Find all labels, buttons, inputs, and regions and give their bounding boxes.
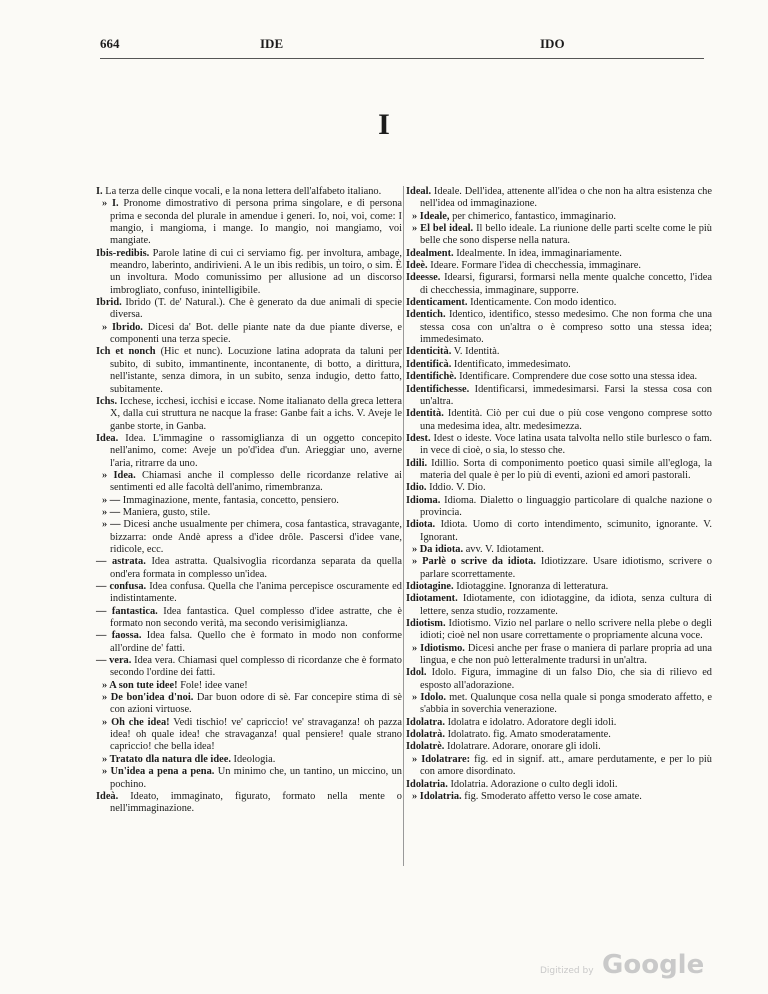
entry-headword: Identicament. <box>406 297 468 309</box>
dictionary-entry <box>102 321 402 347</box>
dictionary-entry <box>96 346 402 395</box>
entry-definition: Idea falsa. Quello che è formato in modo non conforme all'ordine de' fatti. <box>110 630 402 654</box>
watermark-small: Digitized by <box>540 966 594 976</box>
dictionary-entry <box>102 716 402 754</box>
dictionary-entry <box>102 469 402 495</box>
entry-headword: Idiota. <box>406 519 436 531</box>
dictionary-entry <box>96 186 402 198</box>
entry-definition: Idiotizzare. Usare idiotismo, scrivere o parlare scorrettamente. <box>420 556 713 580</box>
entry-headword: » Oh che idea! <box>102 716 170 728</box>
entry-headword: — vera. <box>96 655 132 667</box>
right-column <box>406 186 712 803</box>
dictionary-entry <box>406 667 712 692</box>
column-divider <box>403 186 404 866</box>
entry-definition: Ideale. Dell'idea, attenente all'idea o che non ha altra esistenza che nell'idea od immaginazione. <box>420 186 712 210</box>
dictionary-entry <box>412 210 712 223</box>
entry-definition: Idolatrare. Adorare, onorare gli idoli. <box>444 741 601 753</box>
dictionary-entry <box>412 642 712 668</box>
dictionary-entry <box>102 494 402 507</box>
entry-headword: Identich. <box>406 309 446 321</box>
dictionary-entry <box>406 618 712 643</box>
dictionary-entry <box>96 432 402 470</box>
entry-definition: Un minimo che, un tantino, un miccino, un pochino. <box>110 766 403 790</box>
entry-headword: Idolatria. <box>406 778 448 790</box>
dictionary-entry <box>412 790 712 803</box>
entry-definition: Identificare. Comprendere due cose sotto una stessa idea. <box>456 371 698 383</box>
entry-headword: — astrata. <box>96 556 146 568</box>
entry-definition: Fole! idee vane! <box>177 679 248 691</box>
dictionary-entry <box>406 346 712 358</box>
dictionary-entry <box>412 223 712 248</box>
entry-definition: Idolo. Figura, immagine di un falso Dio, che sia di rilievo ed esposto all'adorazione. <box>420 667 712 691</box>
entry-headword: Idest. <box>406 432 431 444</box>
entry-headword: — confusa. <box>96 581 147 592</box>
entry-headword: Idioma. <box>406 494 441 506</box>
entry-headword: » Idolo. <box>412 692 447 704</box>
entry-headword: I. <box>96 186 103 197</box>
entry-definition: Idiotamente, con idiotaggine, da idiota, senza cultura di lettere, senza studio, rozzamente. <box>420 593 712 617</box>
entry-definition: Chiamasi anche il complesso delle ricordanze relative ai sentimenti ed alle facoltà dell'animo, rimembranza. <box>110 469 402 494</box>
entry-definition: Vedi tischio! ve' capriccio! ve' stravaganza! oh pazza idea! oh quale idea! che stravaganza! qual pensiere! quale strano capriccio! che bella idea! <box>110 716 402 753</box>
entry-headword: » — <box>102 519 121 531</box>
entry-headword: Ideè. <box>406 260 428 272</box>
entry-headword: Idealment. <box>406 247 454 259</box>
entry-definition: Maniera, gusto, stile. <box>120 506 211 518</box>
dictionary-entry <box>406 716 712 729</box>
entry-headword: Ideal. <box>406 186 432 197</box>
dictionary-entry <box>96 581 402 606</box>
header-rule <box>100 58 704 59</box>
dictionary-entry <box>102 753 402 766</box>
entry-definition: Parole latine di cui ci serviamo fig. per involtura, ambage, meandro, laberinto, andirivieni. A le un ibis redibis, un toiro, o sim. È un involtura. Modo comunissimo per allusione ad un discorso imbrogliato, confuso, inintelligibile. <box>110 247 402 296</box>
entry-headword: » — <box>102 506 121 518</box>
dictionary-entry <box>96 605 402 631</box>
entry-headword: Identifichè. <box>406 371 457 383</box>
dictionary-entry <box>102 519 402 556</box>
entry-definition: fig. ed in signif. att., amare perdutamente, e per lo più con amore disordinato. <box>420 753 713 778</box>
entry-definition: Pronome dimostrativo di persona prima singolare, e di persona prima e seconda del plurale in amendue i generi. Io, noi, voi, come: I mangio, i mangioma, i mange. Io mangio, noi mangiamo, voi mangiate. <box>110 198 403 247</box>
entry-headword: Identicità. <box>406 346 452 358</box>
entry-headword: Ideà. <box>96 790 119 802</box>
dictionary-entry <box>406 593 712 618</box>
entry-headword: Ideesse. <box>406 272 441 284</box>
entry-headword: Ibrid. <box>96 297 122 309</box>
dictionary-entry <box>406 186 712 211</box>
entry-headword: Idiotism. <box>406 618 446 630</box>
entry-definition: Identicamente. Con modo identico. <box>467 297 617 309</box>
entry-definition: Idolatra e idolatro. Adoratore degli idoli. <box>444 716 617 728</box>
entry-headword: » Idolatria. <box>412 790 462 802</box>
entry-definition: per chimerico, fantastico, immaginario. <box>449 210 617 222</box>
dictionary-entry <box>412 753 713 779</box>
entry-headword: Idio. <box>406 482 427 494</box>
dictionary-entry <box>96 655 403 680</box>
dictionary-entry <box>406 519 712 544</box>
entry-definition: Idea. L'immagine o rassomiglianza di un oggetto concepito nell'animo, come: Aveje un po'd'idea d'un. Arieggiar uno, averne l'aria, ritrarre da uno. <box>110 432 402 469</box>
entry-definition: fig. Smoderato affetto verso le cose amate. <box>461 790 642 802</box>
entry-headword: Idiotagine. <box>406 581 454 592</box>
entry-headword: — faossa. <box>96 630 142 642</box>
dictionary-entry <box>406 297 712 309</box>
entry-definition: Iddio. V. Dio. <box>426 482 486 494</box>
entry-definition: La terza delle cinque vocali, e la nona lettera dell'alfabeto italiano. <box>102 186 382 197</box>
dictionary-entry <box>406 371 712 383</box>
entry-headword: » Idiotismo. <box>412 642 465 654</box>
entry-definition: avv. V. Idiotament. <box>463 543 544 555</box>
entry-headword: » Ideale, <box>412 210 450 222</box>
running-header <box>100 36 700 56</box>
entry-definition: Idea astratta. Qualsivoglia ricordanza separata da quella ond'era formata in complesso un'idea. <box>110 556 402 580</box>
google-logo: Google <box>602 950 705 980</box>
entry-definition: Identificato, immedesimato. <box>451 358 571 370</box>
entry-definition: Idiotismo. Vizio nel parlare o nello scrivere nella plebe o degli idioti; cioè nel non usare correttamente o propriamente alcuna voce. <box>420 618 712 642</box>
entry-headword: » Ibrido. <box>102 321 143 333</box>
digitized-watermark <box>540 950 710 982</box>
entry-definition: Ideare. Formare l'idea di checchessia, immaginare. <box>427 260 641 272</box>
dictionary-entry <box>96 247 402 297</box>
dictionary-entry <box>406 741 712 753</box>
dictionary-entry <box>406 408 712 433</box>
header-left-word: IDE <box>260 36 284 51</box>
entry-definition: Idillio. Sorta di componimento poetico quasi simile all'egloga, la materia del quale è per lo più di eventi, azioni ed amori pastorali. <box>420 457 712 481</box>
entry-definition: (Hic et nunc). Locuzione latina adoprata da taluni per subito, di subito, immantinente, incontanente, di botto, a dirittura, nell'istante, senza dimora, in un subito, senza indugio, detto fatto, subitamente. <box>110 346 402 395</box>
entry-definition: Dicesi anche usualmente per chimera, cosa fantastica, stravagante, bizzarra: onde Andè apress a d'idee drôle. Pascersi d'idee vane, ridicole, ecc. <box>110 519 402 555</box>
dictionary-entry <box>406 247 712 260</box>
entry-headword: » El bel ideal. <box>412 223 474 235</box>
entry-headword: Idolatrà. <box>406 729 445 741</box>
entry-definition: Idea vera. Chiamasi quel complesso di ricordanze che è formato secondo l'ordine dei fatti. <box>110 655 403 679</box>
entry-definition: Identico, identifico, stesso medesimo. Che non forma che una stessa cosa con un'altra o è compreso sotto una stessa idea; immedesimato. <box>420 309 712 346</box>
entry-headword: — fantastica. <box>96 605 158 617</box>
entry-definition: Idiota. Uomo di corto intendimento, scimunito, ignorante. V. Ignorant. <box>420 519 712 543</box>
entry-definition: Identità. Ciò per cui due o più cose vengono comprese sotto una medesima idea, altr. medesimezza. <box>420 408 712 432</box>
entry-definition: Idiotaggine. Ignoranza di letteratura. <box>453 581 609 592</box>
dictionary-entry <box>102 692 402 717</box>
entry-definition: Idea fantastica. Quel complesso d'idee astratte, che è formato non secondo verità, ma secondo verisimiglianza. <box>110 605 402 630</box>
entry-definition: Idioma. Dialetto o linguaggio particolare di qualche nazione o provincia. <box>420 494 712 518</box>
entry-headword: Idili. <box>406 457 428 469</box>
entry-definition: Icchese, icchesi, icchisi e iccase. Nome italianato della greca lettera X, dalla cui struttura ne nacque la frase: Ganbe fait a ichs. V. Aveje le ganbe storte, in Ganba. <box>110 395 402 432</box>
dictionary-entry <box>96 630 402 655</box>
entry-headword: » Da idiota. <box>412 543 464 555</box>
dictionary-entry <box>102 506 402 519</box>
dictionary-entry <box>96 395 402 433</box>
entry-definition: V. Identità. <box>451 346 500 358</box>
dictionary-entry <box>406 494 712 520</box>
dictionary-entry <box>102 198 403 247</box>
entry-definition: Ideato, immaginato, figurato, formato nella mente o nell'immaginazione. <box>110 790 402 815</box>
entry-definition: Dicesi da' Bot. delle piante nate da due piante diverse, e componenti una terza specie. <box>110 321 402 346</box>
entry-definition: Dar buon odore di sè. Far concepire stima di sè con azioni virtuose. <box>110 692 402 716</box>
header-right-word: IDO <box>540 36 565 51</box>
entry-headword: Idol. <box>406 667 427 679</box>
entry-headword: » Tratato dla natura dle idee. <box>102 753 231 765</box>
entry-definition: Ibrido (T. de' Natural.). Che è generato da due animali di specie diversa. <box>110 297 402 321</box>
dictionary-entry <box>412 543 712 556</box>
entry-headword: » Idolatrare: <box>412 753 471 765</box>
dictionary-entry <box>406 309 712 346</box>
dictionary-entry <box>96 297 402 322</box>
entry-headword: Idiotament. <box>406 593 458 605</box>
entry-headword: Identità. <box>406 408 444 420</box>
page-number: 664 <box>100 36 120 51</box>
section-letter: I <box>378 108 390 141</box>
entry-definition: Il bello ideale. La riunione delle parti scelte come le più belle che sono disperse nella natura. <box>420 223 712 247</box>
dictionary-entry <box>96 556 402 581</box>
dictionary-entry <box>96 790 402 816</box>
entry-headword: Ich et nonch <box>96 346 156 358</box>
dictionary-entry <box>406 432 712 458</box>
left-column <box>96 186 402 816</box>
entry-definition: Dicesi anche per frase o maniera di parlare propria ad una lingua, e che non può letteralmente tradursi in un'altra. <box>420 642 712 667</box>
entry-definition: met. Qualunque cosa nella quale si ponga smoderato affetto, e s'abbia in soverchia venerazione. <box>420 692 712 716</box>
entry-definition: Idolatrato. fig. Amato smoderatamente. <box>444 729 611 741</box>
dictionary-entry <box>406 383 712 409</box>
entry-definition: Idea confusa. Quella che l'anima percepisce oscuramente ed indistintamente. <box>110 581 402 605</box>
entry-headword: » — <box>102 494 121 506</box>
dictionary-entry <box>406 260 712 272</box>
entry-definition: Idest o ideste. Voce latina usata talvolta nello stile burlesco o fam. in vece di cioè, o sia, lo stesso che. <box>420 432 712 457</box>
entry-headword: » Idea. <box>102 469 136 481</box>
entry-definition: Immaginazione, mente, fantasia, concetto, pensiero. <box>120 494 339 506</box>
entry-headword: » De bon'idea d'noi. <box>102 692 194 704</box>
dictionary-entry <box>406 272 712 297</box>
entry-definition: Identificarsi, immedesimarsi. Farsi la stessa cosa con un'altra. <box>420 383 712 407</box>
entry-headword: Idolatra. <box>406 716 445 728</box>
dictionary-entry <box>102 679 402 692</box>
entry-headword: Idolatrè. <box>406 741 445 753</box>
dictionary-entry <box>406 358 712 371</box>
dictionary-entry <box>406 729 712 741</box>
entry-headword: » I. <box>102 198 119 210</box>
dictionary-entry <box>406 581 712 593</box>
entry-headword: » Un'idea a pena a pena. <box>102 766 215 778</box>
entry-headword: Identifichesse. <box>406 383 470 395</box>
entry-headword: Idea. <box>96 432 119 444</box>
dictionary-entry <box>406 778 712 791</box>
entry-headword: Identificà. <box>406 358 452 370</box>
dictionary-entry <box>412 692 712 717</box>
entry-definition: Idolatria. Adorazione o culto degli idoli. <box>447 778 618 790</box>
dictionary-entry <box>406 457 712 483</box>
entry-headword: Ibis-redibis. <box>96 247 150 259</box>
entry-headword: » A son tute idee! <box>102 679 178 691</box>
dictionary-entry <box>102 766 403 791</box>
entry-headword: Ichs. <box>96 395 118 407</box>
entry-definition: Ideologia. <box>230 753 276 765</box>
dictionary-entry <box>412 556 713 581</box>
entry-definition: Idearsi, figurarsi, formarsi nella mente qualche concetto, l'idea di checchessia, immaginare, supporre. <box>420 272 712 296</box>
dictionary-entry <box>406 482 712 494</box>
entry-definition: Idealmente. In idea, immaginariamente. <box>453 247 622 259</box>
entry-headword: » Parlè o scrive da idiota. <box>412 556 536 568</box>
